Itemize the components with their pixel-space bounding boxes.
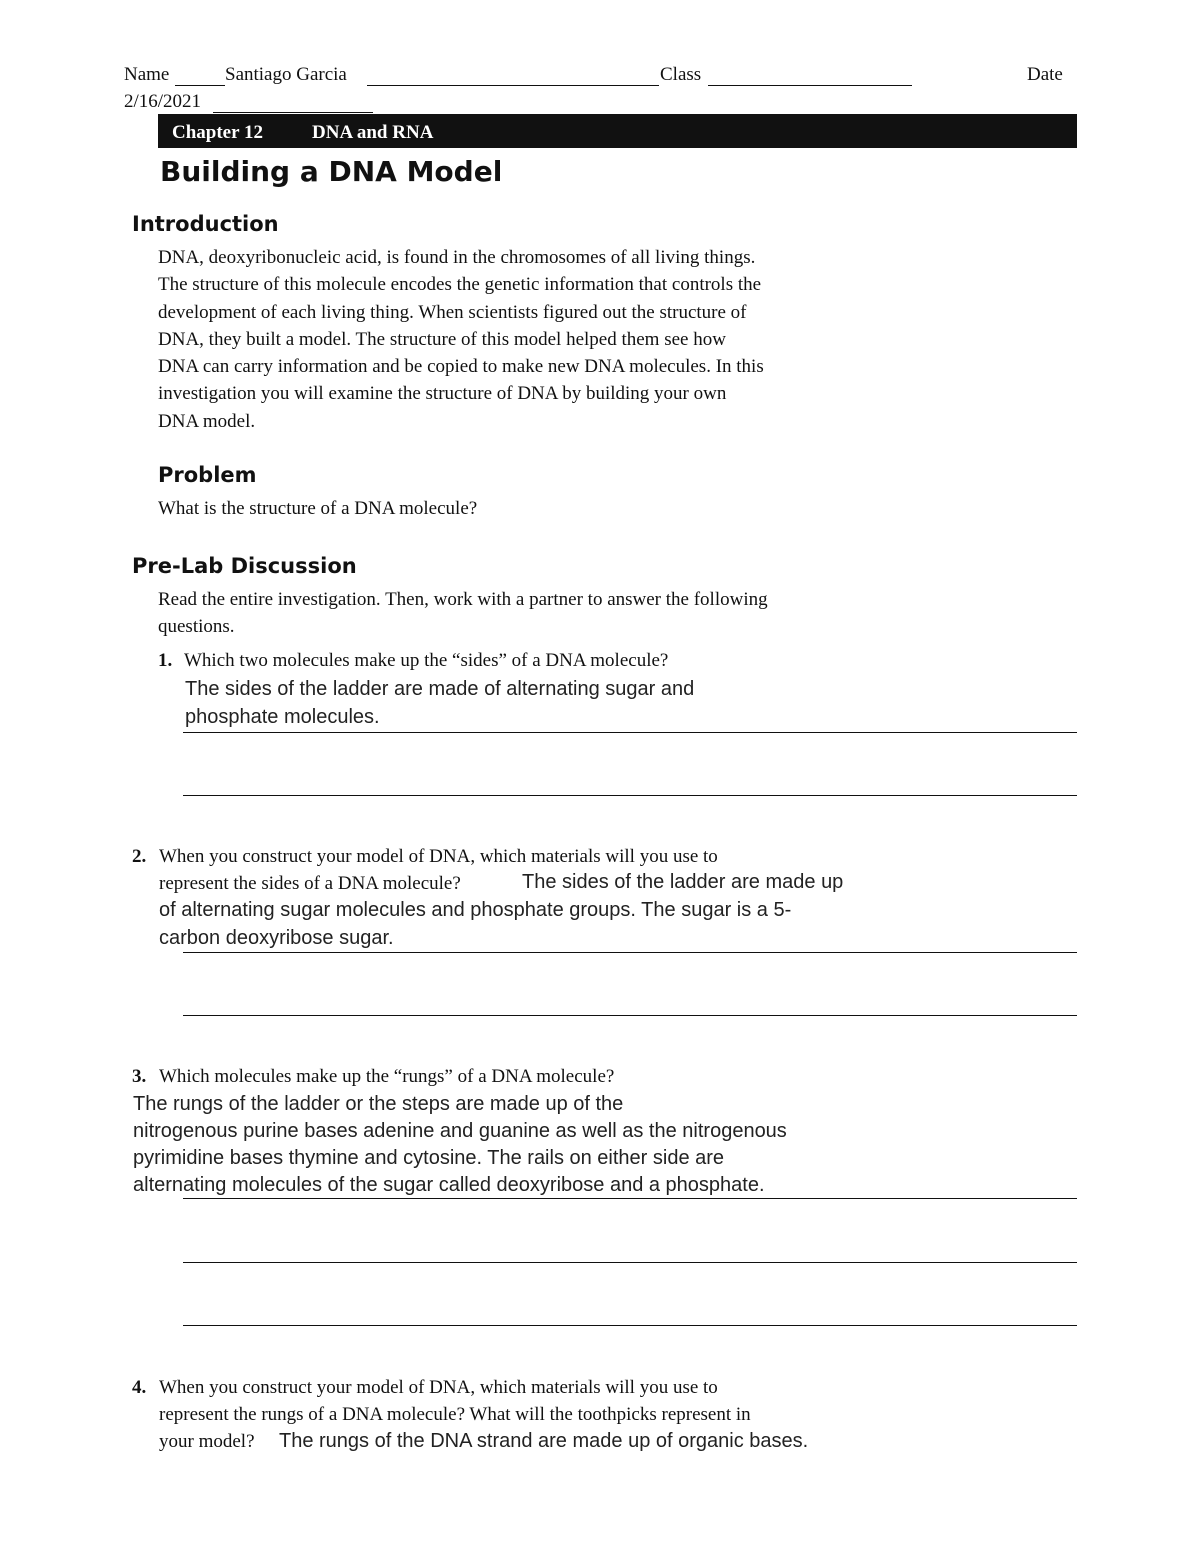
introduction-line: DNA, deoxyribonucleic acid, is found in the chromosomes of all living things. — [158, 247, 756, 268]
question-3-number: 3. — [132, 1066, 147, 1087]
introduction-line: DNA can carry information and be copied to make new DNA molecules. In this — [158, 356, 764, 378]
answer-4-inline[interactable]: The rungs of the DNA strand are made up of organic bases. — [279, 1430, 809, 1452]
page-title: Building a DNA Model — [160, 155, 503, 188]
question-4-number: 4. — [132, 1377, 147, 1398]
answer-1-line[interactable]: The sides of the ladder are made of alternating sugar and — [185, 678, 695, 700]
chapter-topic: DNA and RNA — [312, 122, 434, 143]
chapter-bar — [158, 114, 1077, 148]
prelab-intro-line: Read the entire investigation. Then, work with a partner to answer the following — [158, 589, 768, 610]
question-2-text: represent the sides of a DNA molecule? — [159, 873, 461, 894]
date-value[interactable]: 2/16/2021 — [124, 91, 202, 112]
date-label: Date — [1027, 64, 1063, 85]
problem-heading: Problem — [158, 463, 257, 487]
question-3-text: Which molecules make up the “rungs” of a DNA molecule? — [159, 1066, 615, 1087]
introduction-line: The structure of this molecule encodes the genetic information that controls the — [158, 274, 762, 296]
answer-2-rule — [183, 1015, 1077, 1016]
answer-2-inline[interactable]: The sides of the ladder are made up — [522, 871, 844, 893]
introduction-line: DNA, they built a model. The structure of this model helped them see how — [158, 328, 726, 350]
answer-3-rule — [183, 1325, 1077, 1326]
class-underline[interactable] — [708, 85, 912, 86]
answer-2-line[interactable]: of alternating sugar molecules and phosphate groups. The sugar is a 5- — [159, 899, 792, 921]
answer-3-line[interactable]: alternating molecules of the sugar called deoxyribose and a phosphate. — [133, 1174, 765, 1196]
prelab-intro-line: questions. — [158, 616, 235, 638]
name-underline — [367, 85, 659, 86]
name-label: Name — [124, 64, 170, 85]
answer-2-rule — [183, 952, 1077, 953]
answer-1-rule — [183, 732, 1077, 733]
class-label: Class — [660, 64, 702, 85]
answer-3-rule — [183, 1198, 1077, 1199]
answer-2-line[interactable]: carbon deoxyribose sugar. — [159, 927, 394, 949]
answer-3-line[interactable]: pyrimidine bases thymine and cytosine. The rails on either side are — [133, 1147, 725, 1169]
question-4-text: represent the rungs of a DNA molecule? What will the toothpicks represent in — [159, 1404, 751, 1425]
problem-text: What is the structure of a DNA molecule? — [158, 498, 478, 519]
introduction-line: development of each living thing. When scientists figured out the structure of — [158, 301, 747, 323]
introduction-text — [158, 244, 764, 435]
introduction-line: DNA model. — [158, 410, 256, 432]
prelab-intro — [158, 586, 768, 641]
name-value[interactable]: Santiago Garcia — [225, 64, 347, 85]
introduction-line: investigation you will examine the structure of DNA by building your own — [158, 383, 727, 405]
date-underline — [213, 112, 373, 113]
answer-3-line[interactable]: nitrogenous purine bases adenine and guanine as well as the nitrogenous — [133, 1120, 787, 1142]
answer-1-rule — [183, 795, 1077, 796]
answer-3-line[interactable]: The rungs of the ladder or the steps are made up of the — [133, 1093, 624, 1115]
answer-1-line[interactable]: phosphate molecules. — [185, 706, 380, 728]
question-2-number: 2. — [132, 846, 147, 867]
chapter-number: Chapter 12 — [172, 122, 263, 143]
question-4-text: your model? — [159, 1431, 255, 1452]
introduction-heading: Introduction — [132, 212, 279, 236]
question-1-number: 1. — [158, 650, 173, 671]
question-2-text: When you construct your model of DNA, which materials will you use to — [159, 846, 718, 867]
question-4-text: When you construct your model of DNA, which materials will you use to — [159, 1377, 718, 1398]
question-1-text: Which two molecules make up the “sides” of a DNA molecule? — [184, 650, 669, 671]
name-underline — [175, 85, 225, 86]
answer-3-rule — [183, 1262, 1077, 1263]
prelab-heading: Pre-Lab Discussion — [132, 554, 357, 578]
